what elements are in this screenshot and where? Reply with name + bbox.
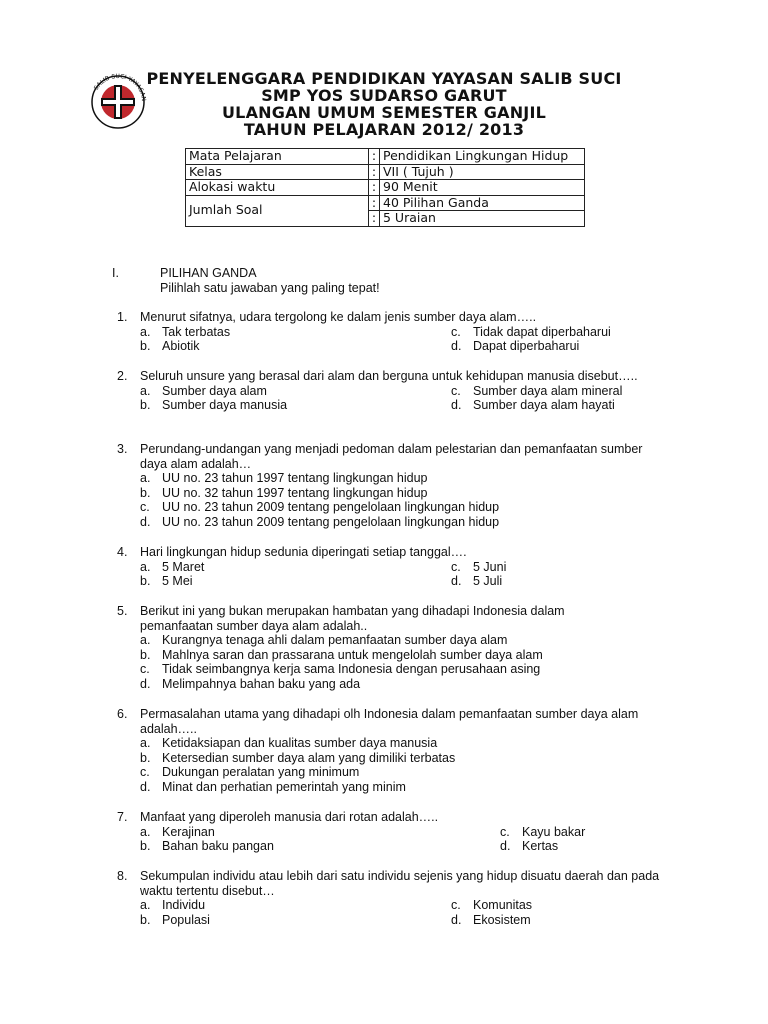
option-list	[140, 560, 677, 589]
info-row-time	[186, 180, 585, 196]
option-list	[140, 384, 677, 413]
option-a: a. Sumber daya alam	[140, 383, 267, 398]
info-row-subject	[186, 149, 585, 165]
option-b: b. Mahlnya saran dan prassarana untuk mengelolah sumber daya alam	[140, 647, 543, 662]
question-number: 2.	[117, 369, 128, 383]
option-c: c. UU no. 23 tahun 2009 tentang pengelolaan lingkungan hidup	[140, 500, 500, 515]
option-d: d. 5 Juli	[451, 574, 503, 589]
option-a: a. Tak terbatas	[140, 324, 231, 339]
info-value: Pendidikan Lingkungan Hidup	[380, 149, 585, 165]
question-text: Sekumpulan individu atau lebih dari satu individu sejenis yang hidup disuatu daerah dan pada waktu tertentu disebut…	[140, 869, 660, 898]
option-a: a. Kurangnya tenaga ahli dalam pemanfaatan sumber daya alam	[140, 633, 508, 648]
option-d: d. Ekosistem	[451, 912, 531, 927]
info-label: Mata Pelajaran	[186, 149, 369, 165]
option-b: b. UU no. 32 tahun 1997 tentang lingkungan hidup	[140, 485, 428, 500]
question-2	[117, 369, 677, 413]
option-a: a. Individu	[140, 898, 206, 913]
option-a: a. Kerajinan	[140, 824, 215, 839]
option-list	[140, 898, 677, 927]
question-5	[117, 604, 677, 692]
info-value: 90 Menit	[380, 180, 585, 196]
header-foundation: PENYELENGGARA PENDIDIKAN YAYASAN SALIB SUCI	[146, 69, 622, 88]
question-7	[117, 810, 677, 854]
info-colon: :	[369, 195, 380, 211]
option-list	[140, 825, 677, 854]
option-c: c. 5 Juni	[451, 559, 507, 574]
question-text: Seluruh unsure yang berasal dari alam dan berguna untuk kehidupan manusia disebut…..	[140, 369, 638, 383]
option-d: d. Dapat diperbaharui	[451, 339, 580, 354]
question-8	[117, 869, 677, 927]
info-colon: :	[369, 149, 380, 165]
question-number: 5.	[117, 604, 128, 618]
info-value: 5 Uraian	[380, 211, 585, 227]
question-text: Permasalahan utama yang dihadapi olh Indonesia dalam pemanfaatan sumber daya alam adalah…..	[140, 707, 639, 736]
info-value: VII ( Tujuh )	[380, 164, 585, 180]
document-header	[120, 70, 648, 138]
header-school: SMP YOS SUDARSO GARUT	[261, 86, 507, 105]
question-number: 4.	[117, 545, 128, 559]
option-b: b. Populasi	[140, 912, 210, 927]
option-a: a. UU no. 23 tahun 1997 tentang lingkungan hidup	[140, 471, 428, 486]
question-number: 7.	[117, 810, 128, 824]
option-c: c. Dukungan peralatan yang minimum	[140, 765, 360, 780]
section-instruction: Pilihlah satu jawaban yang paling tepat!	[160, 281, 380, 295]
exam-info-table	[185, 148, 585, 227]
option-c: c. Sumber daya alam mineral	[451, 383, 623, 398]
question-text: Perundang-undangan yang menjadi pedoman dalam pelestarian dan pemanfaatan sumber daya alam adalah…	[140, 442, 643, 471]
info-row-class	[186, 164, 585, 180]
section-number: I.	[112, 266, 119, 280]
header-year: TAHUN PELAJARAN 2012/ 2013	[243, 120, 525, 139]
question-text: Menurut sifatnya, udara tergolong ke dalam jenis sumber daya alam…..	[140, 310, 537, 324]
option-b: b. Sumber daya manusia	[140, 398, 288, 413]
question-4	[117, 545, 677, 589]
question-number: 3.	[117, 442, 128, 456]
question-text: Manfaat yang diperoleh manusia dari rotan adalah…..	[140, 810, 439, 824]
question-1	[117, 310, 677, 354]
question-text: Berikut ini yang bukan merupakan hambatan yang dihadapi Indonesia dalam pemanfaatan sumber daya alam adalah..	[140, 604, 565, 633]
info-colon: :	[369, 180, 380, 196]
option-d: d. Sumber daya alam hayati	[451, 398, 615, 413]
option-d: d. Kertas	[500, 839, 559, 854]
info-row-questions	[186, 195, 585, 211]
option-d: d. UU no. 23 tahun 2009 tentang pengelolaan lingkungan hidup	[140, 514, 500, 529]
info-label: Kelas	[186, 164, 369, 180]
info-label: Alokasi waktu	[186, 180, 369, 196]
info-colon: :	[369, 211, 380, 227]
question-number: 8.	[117, 869, 128, 883]
question-3	[117, 442, 677, 530]
option-b: b. Ketersedian sumber daya alam yang dimiliki terbatas	[140, 750, 456, 765]
option-c: c. Kayu bakar	[500, 824, 586, 839]
question-number: 1.	[117, 310, 128, 324]
question-number: 6.	[117, 707, 128, 721]
question-6	[117, 707, 677, 795]
info-value: 40 Pilihan Ganda	[380, 195, 585, 211]
option-c: c. Komunitas	[451, 898, 533, 913]
option-b: b. Bahan baku pangan	[140, 839, 274, 854]
option-b: b. Abiotik	[140, 339, 200, 354]
option-d: d. Minat dan perhatian pemerintah yang minim	[140, 779, 406, 794]
question-text: Hari lingkungan hidup sedunia diperingati setiap tanggal….	[140, 545, 467, 559]
option-a: a. 5 Maret	[140, 559, 205, 574]
info-label: Jumlah Soal	[186, 195, 369, 226]
option-list	[140, 325, 677, 354]
option-c: c. Tidak seimbangnya kerja sama Indonesia dengan perusahaan asing	[140, 662, 541, 677]
option-d: d. Melimpahnya bahan baku yang ada	[140, 676, 361, 691]
header-exam: ULANGAN UMUM SEMESTER GANJIL	[221, 103, 546, 122]
option-list	[140, 736, 677, 794]
logo-ring-text: SALIB SUCI YAYASAN	[92, 72, 148, 102]
option-b: b. 5 Mei	[140, 574, 193, 589]
option-list	[140, 633, 677, 691]
info-colon: :	[369, 164, 380, 180]
option-list	[140, 471, 677, 529]
section-title: PILIHAN GANDA	[160, 266, 257, 280]
option-a: a. Ketidaksiapan dan kualitas sumber daya manusia	[140, 736, 438, 751]
option-c: c. Tidak dapat diperbaharui	[451, 324, 611, 339]
